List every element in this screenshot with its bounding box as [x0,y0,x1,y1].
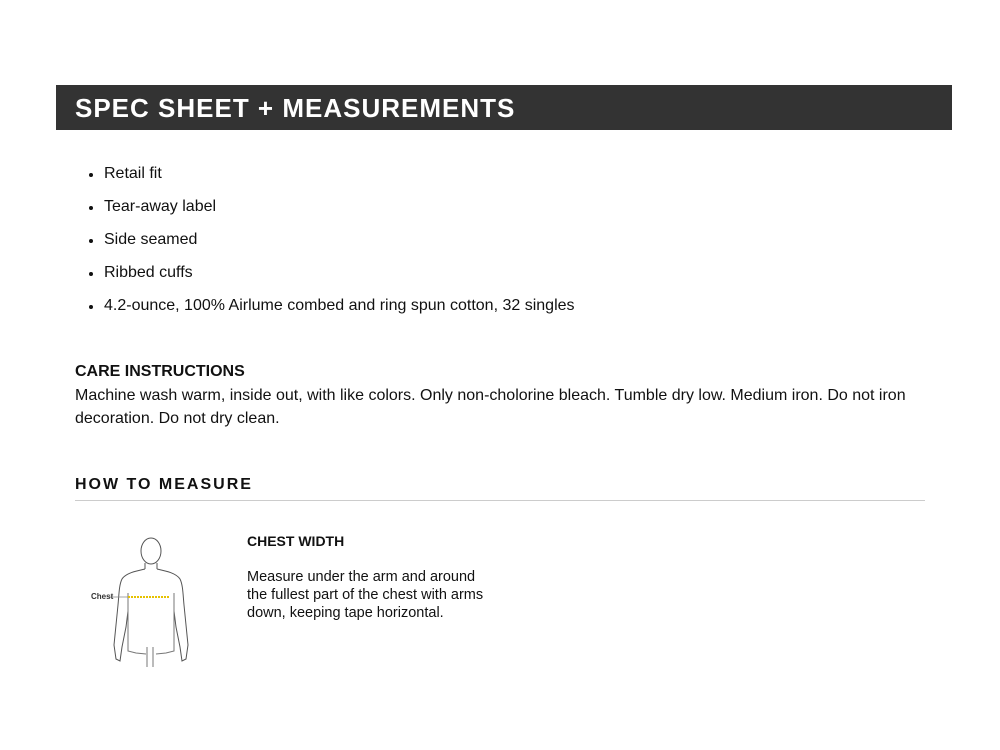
list-item: Ribbed cuffs [75,263,575,296]
list-item: Side seamed [75,230,575,263]
chest-width-description: Measure under the arm and around the fullest part of the chest with arms down, keeping tape horizontal. [247,569,484,621]
care-instructions-heading: CARE INSTRUCTIONS [75,363,245,380]
section-divider [75,500,925,501]
chest-width-title: CHEST WIDTH [247,533,345,549]
feature-list [75,164,575,329]
page-title: SPEC SHEET + MEASUREMENTS [75,92,516,123]
list-item: Tear-away label [75,197,575,230]
how-to-measure-heading: HOW TO MEASURE [75,476,253,493]
body-outline-icon [86,533,196,669]
list-item: 4.2-ounce, 100% Airlume combed and ring spun cotton, 32 singles [75,296,575,329]
header-bar [56,85,952,130]
care-instructions-text: Machine wash warm, inside out, with like colors. Only non-cholorine bleach. Tumble dry low. Medium iron. Do not iron decoration. Do not dry clean. [75,387,906,427]
chest-figure-label: Chest [91,592,114,601]
list-item: Retail fit [75,164,575,197]
chest-measure-illustration [86,533,196,669]
